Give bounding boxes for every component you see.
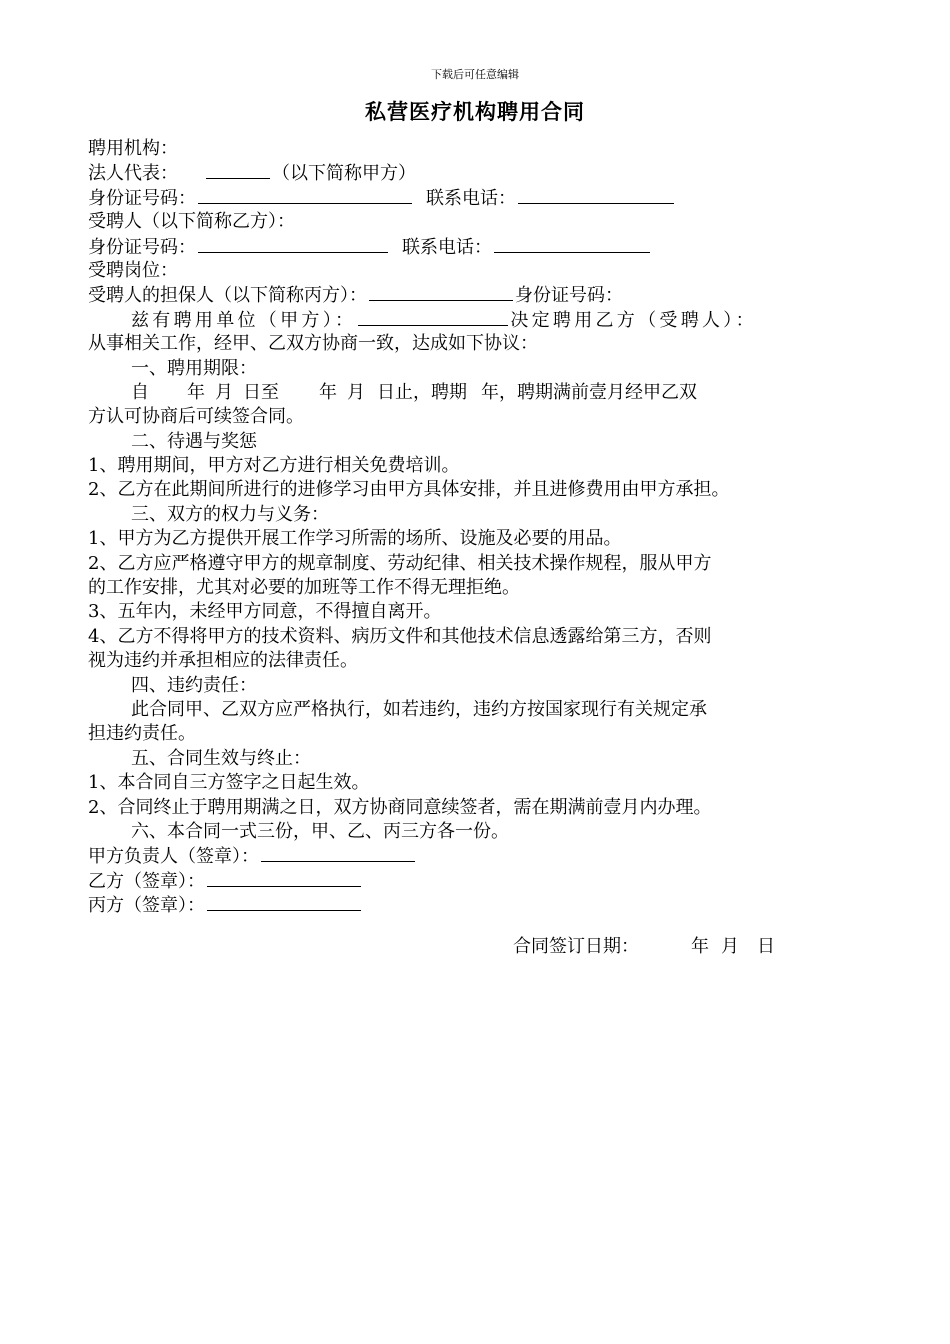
section-3-item-2a: 2、乙方应严格遵守甲方的规章制度、劳动纪律、相关技术操作规程，服从甲方 [88, 552, 712, 574]
party-b-phone-label: 联系电话： [402, 236, 492, 258]
legal-rep-suffix: （以下简称甲方） [272, 163, 416, 185]
employee-label: 受聘人（以下简称乙方）： [88, 211, 295, 233]
party-b-id-label: 身份证号码： [88, 236, 196, 258]
section-6: 六、本合同一式三份，甲、乙、丙三方各一份。 [131, 820, 509, 842]
party-b-id-blank[interactable] [198, 235, 388, 253]
intro-part1: 兹有聘用单位（甲方）： [131, 309, 357, 331]
party-a-id-line [88, 186, 872, 210]
term-from: 自 [131, 381, 149, 403]
section-4-text-b: 担违约责任。 [88, 723, 196, 745]
section-3-item-4b: 视为违约并承担相应的法律责任。 [88, 650, 358, 672]
section-4-heading: 四、违约责任： [131, 674, 257, 696]
party-b-signature-line [88, 869, 872, 893]
employee-line [88, 210, 872, 234]
legal-rep-label: 法人代表： [88, 163, 178, 185]
party-b-signature-label: 乙方（签章）： [88, 870, 205, 892]
section-3-item-3: 3、五年内，未经甲方同意，不得擅自离开。 [88, 601, 442, 623]
section-2-item-2: 2、乙方在此期间所进行的进修学习由甲方具体安排，并且进修费用由甲方承担。 [88, 479, 730, 501]
term-line [88, 381, 872, 405]
section-4-text-a: 此合同甲、乙双方应严格执行，如若违约，违约方按国家现行有关规定承 [131, 698, 707, 720]
term-renewal: 年，聘期满前壹月经甲乙双 [481, 381, 697, 403]
legal-rep-blank[interactable] [206, 161, 270, 179]
section-2-item-1: 1、聘用期间，甲方对乙方进行相关免费培训。 [88, 455, 460, 477]
party-c-signature-label: 丙方（签章）： [88, 895, 205, 917]
position-label: 受聘岗位： [88, 259, 178, 281]
signing-date-day: 日 [757, 936, 775, 957]
party-c-signature-line [88, 893, 872, 917]
guarantor-blank[interactable] [369, 283, 513, 301]
term-year-1: 年 [187, 381, 205, 403]
signing-date-month: 月 [721, 936, 739, 957]
party-a-signature-line [88, 844, 872, 868]
section-3-heading: 三、双方的权力与义务： [131, 503, 329, 525]
party-b-signature-blank[interactable] [207, 869, 361, 887]
term-line-2: 方认可协商后可续签合同。 [88, 406, 304, 428]
party-a-phone-label: 联系电话： [426, 187, 516, 209]
employer-line [88, 137, 872, 161]
guarantor-line [88, 283, 872, 307]
guarantor-id-label: 身份证号码： [515, 285, 623, 307]
party-b-phone-blank[interactable] [494, 235, 650, 253]
term-year-2: 年 [319, 381, 337, 403]
party-a-id-blank[interactable] [198, 186, 412, 204]
term-month-2: 月 [347, 381, 365, 403]
party-a-phone-blank[interactable] [518, 186, 674, 204]
term-day-1: 日至 [243, 381, 279, 403]
guarantor-label: 受聘人的担保人（以下简称丙方）： [88, 285, 367, 307]
section-5-heading: 五、合同生效与终止： [131, 747, 311, 769]
section-2-heading: 二、待遇与奖惩 [131, 430, 257, 452]
position-line [88, 259, 872, 283]
section-5-item-1: 1、本合同自三方签字之日起生效。 [88, 772, 370, 794]
signing-date-year: 年 [691, 936, 709, 957]
employer-unit-blank[interactable] [358, 308, 508, 326]
party-c-signature-blank[interactable] [207, 893, 361, 911]
contract-body [88, 137, 872, 918]
intro-line-2: 从事相关工作，经甲、乙双方协商一致，达成如下协议： [88, 333, 538, 355]
party-a-id-label: 身份证号码： [88, 187, 196, 209]
term-day-2: 日止，聘期 [377, 381, 467, 403]
header-note: 下载后可任意编辑 [431, 68, 519, 81]
intro-line-1 [88, 308, 872, 332]
section-3-item-1: 1、甲方为乙方提供开展工作学习所需的场所、设施及必要的用品。 [88, 528, 622, 550]
term-month-1: 月 [215, 381, 233, 403]
party-b-id-line [88, 235, 872, 259]
party-a-signature-blank[interactable] [261, 844, 415, 862]
section-1-heading: 一、聘用期限： [131, 357, 257, 379]
signing-date-line [513, 932, 775, 958]
employer-label: 聘用机构： [88, 138, 178, 159]
intro-part2: 决定聘用乙方（受聘人）： [510, 309, 757, 331]
document-title: 私营医疗机构聘用合同 [365, 99, 585, 124]
party-a-signature-label: 甲方负责人（签章）： [88, 846, 259, 868]
legal-rep-line [88, 161, 872, 185]
signing-date-label: 合同签订日期： [513, 936, 639, 957]
section-3-item-4a: 4、乙方不得将甲方的技术资料、病历文件和其他技术信息透露给第三方，否则 [88, 625, 712, 647]
section-5-item-2: 2、合同终止于聘用期满之日，双方协商同意续签者，需在期满前壹月内办理。 [88, 796, 712, 818]
section-3-item-2b: 的工作安排，尤其对必要的加班等工作不得无理拒绝。 [88, 577, 520, 599]
